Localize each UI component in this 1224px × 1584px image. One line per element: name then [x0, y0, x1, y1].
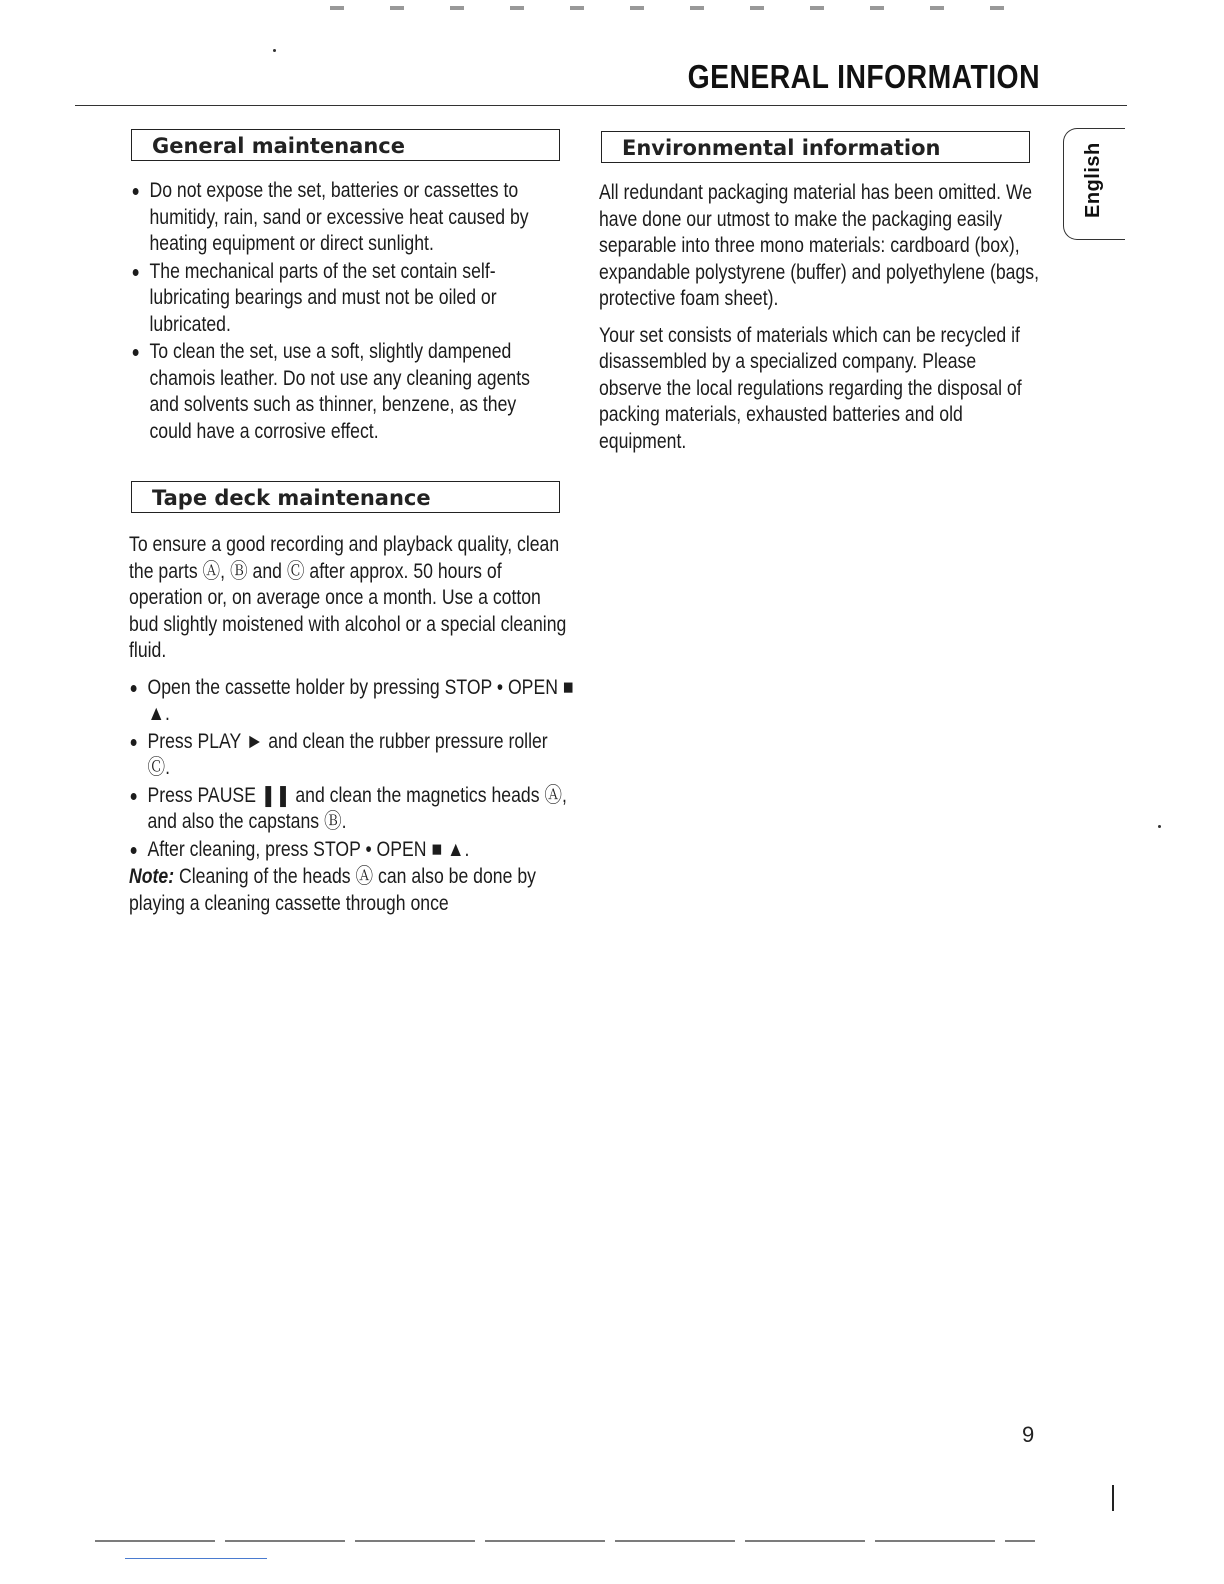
general-maintenance-section	[131, 178, 551, 446]
note-text: Cleaning of the heads Ⓐ can also be done by playing a cleaning cassette through once	[129, 865, 536, 915]
tape-deck-maintenance-heading: Tape deck maintenance	[131, 481, 560, 513]
list-item: After cleaning, press STOP • OPEN ■ ▲.	[129, 837, 574, 864]
tape-deck-intro: To ensure a good recording and playback quality, clean the parts Ⓐ, Ⓑ and Ⓒ after approx. 50 hours of operation or, on average once a month. Use a cotton bud slightly moistened with alcohol or a special cleaning fluid.	[129, 533, 567, 662]
page-number: 9	[1022, 1422, 1035, 1447]
list-item: Do not expose the set, batteries or cassettes to humitidy, rain, sand or excessive heat caused by heating equipment or direct sunlight.	[131, 178, 551, 258]
list-item: Open the cassette holder by pressing STOP • OPEN ■ ▲.	[129, 675, 574, 728]
tape-deck-maintenance-section	[129, 532, 574, 927]
scan-artifact-blue-line	[125, 1558, 267, 1559]
general-maintenance-list	[131, 178, 551, 445]
list-item: Press PAUSE ❚❚ and clean the magnetics heads Ⓐ, and also the capstans Ⓑ.	[129, 783, 574, 836]
environmental-paragraph: All redundant packaging material has been omitted. We have done our utmost to make the packaging easily separable into three mono materials: cardboard (box), expandable polystyrene (buffer) and polyethylene (bags, protective foam sheet).	[599, 181, 1039, 310]
environmental-information-section	[599, 180, 1040, 465]
page-title: GENERAL INFORMATION	[687, 58, 1040, 95]
language-tab-label: English	[1082, 142, 1104, 218]
tape-deck-steps-list	[129, 675, 574, 864]
environmental-paragraph: Your set consists of materials which can be recycled if disassembled by a specialized company. Please observe the local regulations regarding the disposal of packing materials, exhausted batteries and old equipment.	[599, 323, 1022, 453]
margin-mark	[1112, 1485, 1114, 1511]
general-maintenance-heading: General maintenance	[131, 129, 560, 161]
header-rule	[75, 105, 1127, 106]
scan-speck	[273, 49, 276, 52]
list-item: To clean the set, use a soft, slightly dampened chamois leather. Do not use any cleaning agents and solvents such as thinner, benzene, as they could have a corrosive effect.	[131, 339, 551, 445]
scan-speck	[1158, 825, 1161, 828]
tape-deck-note	[129, 864, 574, 917]
environmental-information-heading: Environmental information	[601, 131, 1030, 163]
list-item: Press PLAY ► and clean the rubber pressure roller Ⓒ.	[129, 729, 574, 782]
scan-artifact-top	[330, 6, 1010, 10]
list-item: The mechanical parts of the set contain self-lubricating bearings and must not be oiled or lubricated.	[131, 259, 551, 339]
scan-artifact-bottom	[95, 1540, 1035, 1542]
note-label: Note:	[129, 865, 175, 888]
